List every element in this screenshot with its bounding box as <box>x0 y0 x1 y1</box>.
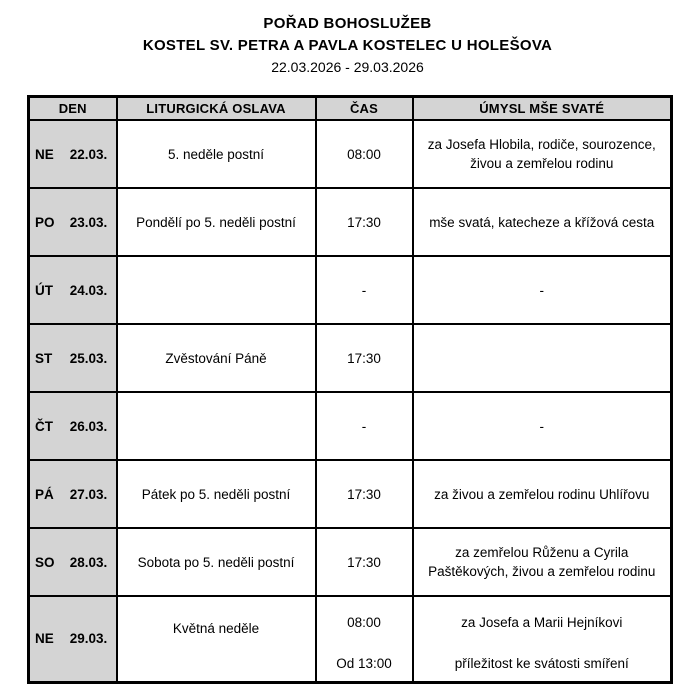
celebration-cell <box>117 256 316 324</box>
table-row <box>29 324 672 392</box>
column-header-intention: ÚMYSL MŠE SVATÉ <box>413 97 672 121</box>
day-abbreviation: SO <box>35 554 55 570</box>
intention-cell: za zemřelou Růženu a Cyrila Paštěkových, živou a zemřelou rodinu <box>413 528 672 596</box>
day-date: 26.03. <box>69 418 108 434</box>
celebration-cell: Zvěstování Páně <box>117 324 316 392</box>
day-abbreviation: PÁ <box>35 486 54 502</box>
intention-cell: - <box>413 392 672 460</box>
day-cell <box>29 596 117 682</box>
time-cell: 08:00 <box>316 120 413 188</box>
day-cell <box>29 120 117 188</box>
table-row <box>29 528 672 596</box>
day-date: 27.03. <box>69 486 108 502</box>
day-cell <box>29 528 117 596</box>
schedule-table <box>27 95 673 684</box>
intention-entry: příležitost ke svátosti smíření <box>454 655 629 671</box>
day-abbreviation: ST <box>35 350 53 366</box>
time-cell: 17:30 <box>316 324 413 392</box>
table-row <box>29 392 672 460</box>
celebration-cell: Květná neděle <box>117 596 316 682</box>
table-row <box>29 120 672 188</box>
day-date: 23.03. <box>69 214 108 230</box>
intention-cell <box>413 596 672 682</box>
day-abbreviation: NE <box>35 146 54 162</box>
intention-cell: mše svatá, katecheze a křížová cesta <box>413 188 672 256</box>
time-entry: Od 13:00 <box>336 655 392 671</box>
intention-cell: za Josefa Hlobila, rodiče, sourozence, živou a zemřelou rodinu <box>413 120 672 188</box>
day-abbreviation: ÚT <box>35 282 53 298</box>
page-subtitle: KOSTEL SV. PETRA A PAVLA KOSTELEC U HOLEŠOVA <box>142 37 553 54</box>
table-row <box>29 596 672 682</box>
day-cell <box>29 392 117 460</box>
day-cell <box>29 188 117 256</box>
time-entry: 08:00 <box>347 614 381 630</box>
day-date: 29.03. <box>69 631 108 647</box>
time-cell: - <box>316 256 413 324</box>
date-range: 22.03.2026 - 29.03.2026 <box>271 59 424 75</box>
time-cell: 17:30 <box>316 460 413 528</box>
celebration-cell: Pondělí po 5. neděli postní <box>117 188 316 256</box>
day-abbreviation: PO <box>35 214 55 230</box>
intention-entry: za Josefa a Marii Hejníkovi <box>461 614 623 630</box>
time-cell <box>316 596 413 682</box>
time-cell: - <box>316 392 413 460</box>
intention-cell: za živou a zemřelou rodinu Uhlířovu <box>413 460 672 528</box>
table-header-row <box>29 97 672 121</box>
document-header <box>0 0 695 78</box>
page-title: POŘAD BOHOSLUŽEB <box>263 15 432 32</box>
day-cell <box>29 324 117 392</box>
day-cell <box>29 460 117 528</box>
column-header-time: ČAS <box>316 97 413 121</box>
day-date: 28.03. <box>69 554 108 570</box>
day-date: 24.03. <box>69 282 108 298</box>
day-abbreviation: NE <box>35 631 54 647</box>
time-cell: 17:30 <box>316 188 413 256</box>
celebration-cell <box>117 392 316 460</box>
celebration-cell: 5. neděle postní <box>117 120 316 188</box>
column-header-day: DEN <box>29 97 117 121</box>
intention-cell <box>413 324 672 392</box>
day-cell <box>29 256 117 324</box>
column-header-celebration: LITURGICKÁ OSLAVA <box>117 97 316 121</box>
intention-cell: - <box>413 256 672 324</box>
day-date: 22.03. <box>69 146 108 162</box>
time-cell: 17:30 <box>316 528 413 596</box>
day-abbreviation: ČT <box>35 418 53 434</box>
table-row <box>29 256 672 324</box>
celebration-cell: Pátek po 5. neděli postní <box>117 460 316 528</box>
celebration-cell: Sobota po 5. neděli postní <box>117 528 316 596</box>
table-row <box>29 188 672 256</box>
table-row <box>29 460 672 528</box>
day-date: 25.03. <box>69 350 108 366</box>
